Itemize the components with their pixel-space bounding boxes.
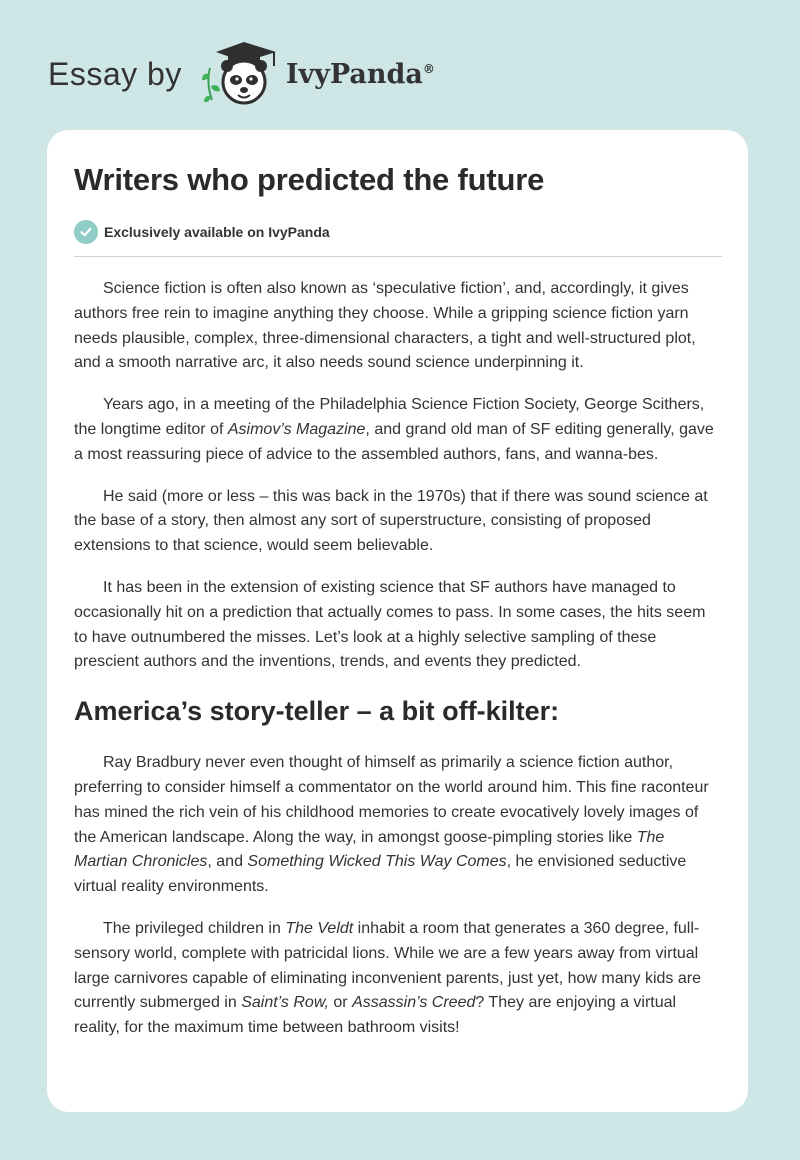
game-title-assassins-creed: Assassin’s Creed <box>352 994 476 1012</box>
game-title-saints-row: Saint’s Row, <box>241 994 329 1012</box>
paragraph-5-text: Ray Bradbury never even thought of himself as primarily a science fiction author, preferring to consider himself a commentator on the world around him. This fine raconteur has mined the rich vein of his childhood memories to create evocatively lovely images of the American landscape. Along the way, in amongst goose-pimpling stories like <box>74 754 709 846</box>
check-icon <box>74 220 98 244</box>
essay-title: Writers who predicted the future <box>74 162 545 197</box>
exclusive-badge <box>74 220 722 244</box>
section-heading: America’s story-teller – a bit off-kilter: <box>74 696 560 727</box>
brand-text: IvyPanda <box>285 58 423 90</box>
essay-by-label: Essay by <box>48 55 182 92</box>
paragraph-6-text: The privileged children in <box>103 919 286 937</box>
paragraph-4: It has been in the extension of existing science that SF authors have managed to occasionally hit on a prediction that actually comes to pass. In some cases, the hits seem to have outnumbered the misses. Let’s look at a highly selective sampling of these prescient authors and the inventions, trends, and events they predicted. <box>74 578 706 671</box>
paragraph-1: Science fiction is often also known as ‘speculative fiction’, and, accordingly, it gives authors free rein to imagine anything they choose. While a gripping science fiction yarn needs plausible, complex, three-dimensional characters, a tight and well-structured plot, and a smooth narrative arc, it also needs sound science underpinning it. <box>74 280 696 372</box>
registered-mark: ® <box>422 61 435 76</box>
site-header <box>48 38 435 110</box>
paragraph-6-join: or <box>328 994 353 1012</box>
paragraph-5-join: , and <box>207 853 248 871</box>
panda-graduate-icon <box>196 38 282 110</box>
book-title-martian: The Martian Chronicles <box>74 828 665 871</box>
paragraph-5-text-end: , he envisioned seductive virtual reality environments. <box>74 853 687 896</box>
essay-card <box>47 130 748 1112</box>
story-title-veldt: The Veldt <box>285 919 354 937</box>
exclusive-badge-text: Exclusively available on IvyPanda <box>104 224 330 240</box>
paragraph-2-text-end: , and grand old man of SF editing generally, gave a most reassuring piece of advice to the assembled authors, fans, and wanna-bes. <box>74 420 714 463</box>
brand-name <box>286 59 435 90</box>
paragraph-6-text-mid: inhabit a room that generates a 360 degree, full-sensory world, complete with patricidal lions. While we are a few years away from virtual large carnivores capable of eliminating inconvenient parents, just yet, how many kids are currently submerged in <box>74 919 701 1012</box>
paragraph-2 <box>74 393 722 467</box>
paragraph-3: He said (more or less – this was back in the 1970s) that if there was sound science at the base of a story, then almost any sort of superstructure, consisting of proposed extensions to that science, would seem believable. <box>74 487 708 555</box>
paragraph-2-text: Years ago, in a meeting of the Philadelphia Science Fiction Society, George Scithers, the longtime editor of <box>74 396 705 438</box>
paragraph-6-text-end: ? They are enjoying a virtual reality, for the maximum time between bathroom visits! <box>74 994 677 1037</box>
paragraph-6 <box>74 917 722 1041</box>
divider <box>74 256 722 257</box>
book-title-something-wicked: Something Wicked This Way Comes <box>247 853 507 871</box>
paragraph-5 <box>74 751 722 900</box>
magazine-title: Asimov’s Magazine <box>227 420 366 438</box>
